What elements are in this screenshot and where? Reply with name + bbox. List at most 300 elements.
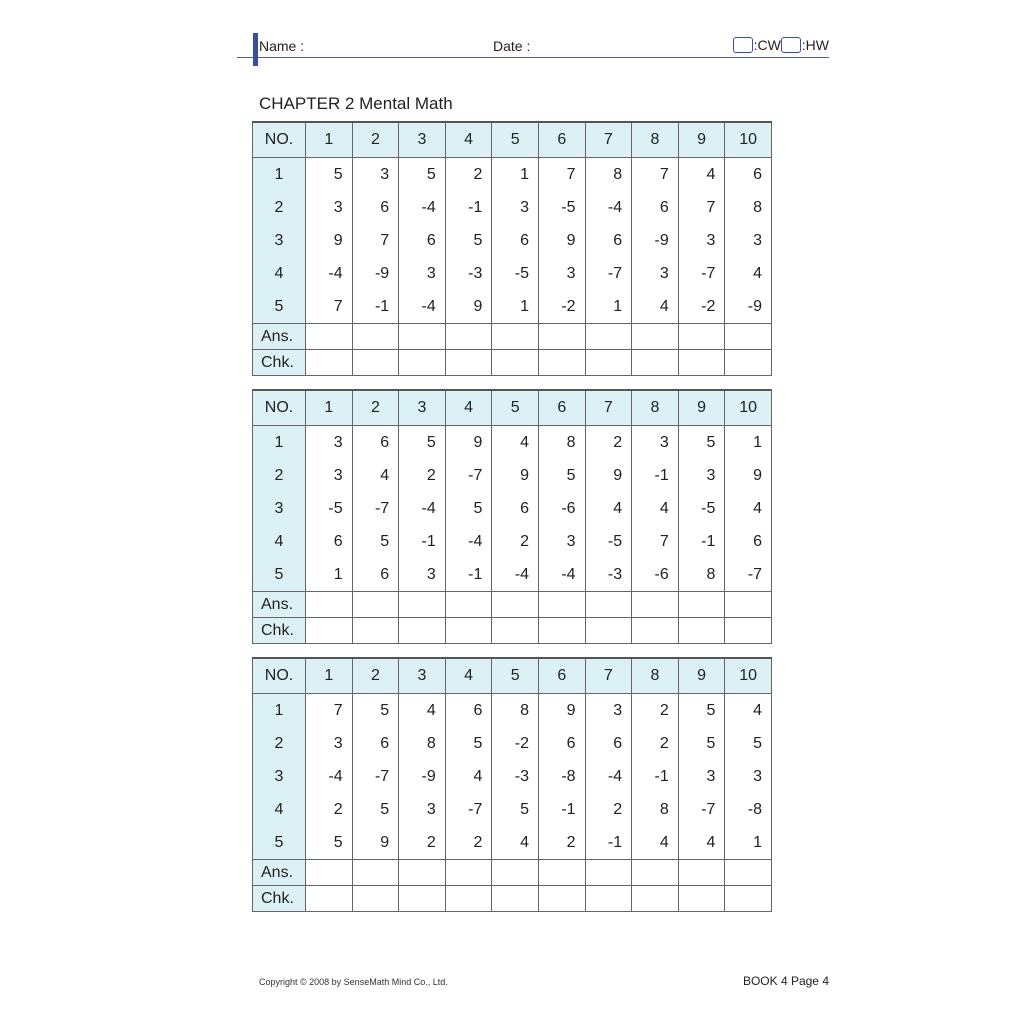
number-cell: 3 (306, 727, 353, 760)
row-label: 4 (253, 793, 306, 826)
check-cell[interactable] (352, 350, 399, 376)
number-cell: 8 (399, 727, 446, 760)
number-cell: -4 (399, 290, 446, 324)
answer-label: Ans. (253, 860, 306, 886)
number-cell: 4 (352, 459, 399, 492)
row-label: 2 (253, 191, 306, 224)
number-cell: 9 (352, 826, 399, 860)
number-cell: -4 (585, 191, 632, 224)
number-cell: 5 (725, 727, 772, 760)
number-cell: 1 (725, 826, 772, 860)
number-cell: -6 (632, 558, 679, 592)
number-cell: 3 (492, 191, 539, 224)
check-cell[interactable] (399, 350, 446, 376)
number-cell: 6 (538, 727, 585, 760)
answer-row (253, 592, 772, 618)
number-cell: 3 (399, 558, 446, 592)
number-cell: 9 (725, 459, 772, 492)
column-header: 10 (725, 390, 772, 426)
column-header: 3 (399, 658, 446, 694)
answer-row (253, 860, 772, 886)
table-row (253, 558, 772, 592)
number-cell: -7 (352, 492, 399, 525)
number-cell: 9 (492, 459, 539, 492)
number-cell: 6 (445, 694, 492, 728)
number-cell: 3 (306, 426, 353, 460)
check-cell[interactable] (306, 886, 353, 912)
column-header: 7 (585, 658, 632, 694)
number-cell: -2 (492, 727, 539, 760)
number-cell: -9 (632, 224, 679, 257)
corner-label: NO. (253, 390, 306, 426)
table-row (253, 459, 772, 492)
table-header-row (253, 390, 772, 426)
check-cell[interactable] (678, 350, 725, 376)
answer-cell[interactable] (725, 860, 772, 886)
check-cell[interactable] (632, 350, 679, 376)
number-cell: -4 (306, 257, 353, 290)
number-cell: 9 (538, 694, 585, 728)
chapter-title: CHAPTER 2 Mental Math (259, 94, 453, 113)
row-label: 5 (253, 558, 306, 592)
answer-cell[interactable] (352, 324, 399, 350)
check-cell[interactable] (492, 350, 539, 376)
number-cell: 4 (678, 158, 725, 192)
number-cell: 2 (632, 727, 679, 760)
table-row (253, 158, 772, 192)
number-cell: 5 (445, 727, 492, 760)
number-cell: 7 (306, 290, 353, 324)
drill-table-1 (252, 121, 772, 376)
number-cell: 2 (538, 826, 585, 860)
answer-cell[interactable] (492, 592, 539, 618)
column-header: 2 (352, 390, 399, 426)
number-cell: -7 (445, 459, 492, 492)
number-cell: -4 (538, 558, 585, 592)
column-header: 5 (492, 390, 539, 426)
cw-checkbox[interactable] (733, 37, 753, 53)
column-header: 3 (399, 390, 446, 426)
number-cell: 6 (492, 492, 539, 525)
answer-cell[interactable] (725, 324, 772, 350)
drill-table-2 (252, 389, 772, 644)
answer-cell[interactable] (352, 592, 399, 618)
corner-label: NO. (253, 658, 306, 694)
check-cell[interactable] (352, 618, 399, 644)
answer-cell[interactable] (306, 860, 353, 886)
number-cell: -1 (399, 525, 446, 558)
hw-label: :HW (801, 37, 829, 53)
row-label: 1 (253, 158, 306, 192)
number-cell: 2 (585, 793, 632, 826)
column-header: 10 (725, 122, 772, 158)
number-cell: -7 (678, 793, 725, 826)
check-cell[interactable] (445, 886, 492, 912)
number-cell: -1 (632, 760, 679, 793)
number-cell: 5 (678, 727, 725, 760)
number-cell: 7 (538, 158, 585, 192)
number-cell: -5 (306, 492, 353, 525)
check-cell[interactable] (678, 886, 725, 912)
number-cell: -5 (538, 191, 585, 224)
number-cell: 1 (492, 290, 539, 324)
check-cell[interactable] (492, 886, 539, 912)
check-cell[interactable] (678, 618, 725, 644)
answer-cell[interactable] (352, 860, 399, 886)
number-cell: 3 (725, 224, 772, 257)
number-cell: 3 (306, 191, 353, 224)
check-cell[interactable] (585, 618, 632, 644)
number-cell: 5 (306, 158, 353, 192)
number-cell: 6 (492, 224, 539, 257)
number-cell: -4 (585, 760, 632, 793)
number-cell: 9 (585, 459, 632, 492)
answer-cell[interactable] (399, 860, 446, 886)
row-label: 1 (253, 694, 306, 728)
answer-cell[interactable] (445, 324, 492, 350)
cw-label: :CW (753, 37, 781, 53)
number-cell: 5 (306, 826, 353, 860)
column-header: 9 (678, 658, 725, 694)
number-cell: 6 (585, 727, 632, 760)
number-cell: -1 (445, 191, 492, 224)
answer-label: Ans. (253, 592, 306, 618)
check-cell[interactable] (725, 618, 772, 644)
number-cell: 4 (725, 492, 772, 525)
number-cell: 1 (306, 558, 353, 592)
number-cell: 3 (632, 257, 679, 290)
number-cell: 5 (445, 224, 492, 257)
number-cell: 8 (492, 694, 539, 728)
row-label: 3 (253, 760, 306, 793)
number-cell: -4 (399, 492, 446, 525)
hw-checkbox[interactable] (781, 37, 801, 53)
row-label: 2 (253, 459, 306, 492)
name-label: Name : (259, 38, 305, 54)
number-cell: 3 (678, 459, 725, 492)
number-cell: 7 (678, 191, 725, 224)
table-row (253, 224, 772, 257)
answer-cell[interactable] (585, 592, 632, 618)
number-cell: 2 (445, 158, 492, 192)
table-row (253, 525, 772, 558)
number-cell: 4 (632, 826, 679, 860)
number-cell: 2 (585, 426, 632, 460)
number-cell: 9 (445, 290, 492, 324)
number-cell: 5 (399, 158, 446, 192)
row-label: 4 (253, 257, 306, 290)
number-cell: -5 (492, 257, 539, 290)
answer-cell[interactable] (585, 860, 632, 886)
number-cell: -1 (678, 525, 725, 558)
column-header: 4 (445, 390, 492, 426)
number-cell: -7 (678, 257, 725, 290)
number-cell: 7 (632, 525, 679, 558)
column-header: 10 (725, 658, 772, 694)
answer-cell[interactable] (399, 592, 446, 618)
number-cell: 4 (725, 257, 772, 290)
check-cell[interactable] (538, 350, 585, 376)
number-cell: 3 (399, 257, 446, 290)
number-cell: 5 (538, 459, 585, 492)
column-header: 8 (632, 122, 679, 158)
row-label: 3 (253, 492, 306, 525)
answer-cell[interactable] (632, 592, 679, 618)
check-cell[interactable] (725, 350, 772, 376)
number-cell: 2 (399, 459, 446, 492)
page-number: BOOK 4 Page 4 (742, 974, 829, 988)
number-cell: 9 (306, 224, 353, 257)
check-cell[interactable] (492, 618, 539, 644)
number-cell: 2 (306, 793, 353, 826)
number-cell: -3 (492, 760, 539, 793)
column-header: 8 (632, 390, 679, 426)
number-cell: -4 (399, 191, 446, 224)
check-cell[interactable] (306, 618, 353, 644)
number-cell: -7 (725, 558, 772, 592)
number-cell: 8 (632, 793, 679, 826)
number-cell: 8 (538, 426, 585, 460)
number-cell: 2 (399, 826, 446, 860)
number-cell: -7 (445, 793, 492, 826)
number-cell: 6 (352, 426, 399, 460)
table-row (253, 694, 772, 728)
number-cell: 5 (678, 426, 725, 460)
table-row (253, 727, 772, 760)
number-cell: 3 (352, 158, 399, 192)
table-row (253, 426, 772, 460)
row-label: 5 (253, 826, 306, 860)
number-cell: -5 (678, 492, 725, 525)
answer-cell[interactable] (538, 860, 585, 886)
answer-cell[interactable] (306, 324, 353, 350)
number-cell: -3 (445, 257, 492, 290)
number-cell: 4 (725, 694, 772, 728)
number-cell: 7 (352, 224, 399, 257)
number-cell: 4 (585, 492, 632, 525)
number-cell: 3 (678, 760, 725, 793)
check-cell[interactable] (445, 350, 492, 376)
answer-cell[interactable] (445, 592, 492, 618)
number-cell: -8 (725, 793, 772, 826)
number-cell: 6 (399, 224, 446, 257)
table-row (253, 492, 772, 525)
number-cell: -9 (399, 760, 446, 793)
number-cell: 3 (585, 694, 632, 728)
number-cell: -7 (352, 760, 399, 793)
number-cell: -4 (306, 760, 353, 793)
table-header-row (253, 658, 772, 694)
number-cell: -6 (538, 492, 585, 525)
check-cell[interactable] (725, 886, 772, 912)
answer-cell[interactable] (492, 860, 539, 886)
column-header: 5 (492, 658, 539, 694)
check-cell[interactable] (585, 886, 632, 912)
number-cell: 6 (352, 727, 399, 760)
number-cell: -1 (585, 826, 632, 860)
cw-hw-options (733, 37, 829, 53)
check-cell[interactable] (399, 618, 446, 644)
number-cell: 6 (352, 191, 399, 224)
answer-row (253, 324, 772, 350)
answer-cell[interactable] (725, 592, 772, 618)
table-row (253, 290, 772, 324)
answer-cell[interactable] (399, 324, 446, 350)
number-cell: 1 (492, 158, 539, 192)
answer-cell[interactable] (585, 324, 632, 350)
check-cell[interactable] (538, 618, 585, 644)
number-cell: -8 (538, 760, 585, 793)
number-cell: 4 (632, 290, 679, 324)
check-label: Chk. (253, 618, 306, 644)
table-row (253, 760, 772, 793)
number-cell: -2 (678, 290, 725, 324)
number-cell: 5 (352, 793, 399, 826)
number-cell: -5 (585, 525, 632, 558)
number-cell: -4 (445, 525, 492, 558)
number-cell: -9 (725, 290, 772, 324)
column-header: 4 (445, 658, 492, 694)
number-cell: 6 (306, 525, 353, 558)
number-cell: 5 (399, 426, 446, 460)
check-cell[interactable] (352, 886, 399, 912)
number-cell: -1 (445, 558, 492, 592)
check-cell[interactable] (306, 350, 353, 376)
number-cell: 4 (492, 426, 539, 460)
answer-cell[interactable] (678, 324, 725, 350)
number-cell: 3 (632, 426, 679, 460)
date-label: Date : (493, 38, 531, 54)
number-cell: 7 (632, 158, 679, 192)
answer-cell[interactable] (632, 324, 679, 350)
number-cell: 5 (445, 492, 492, 525)
answer-cell[interactable] (538, 592, 585, 618)
column-header: 8 (632, 658, 679, 694)
check-label: Chk. (253, 350, 306, 376)
number-cell: 9 (538, 224, 585, 257)
number-cell: 4 (678, 826, 725, 860)
number-cell: 3 (538, 525, 585, 558)
number-cell: 2 (492, 525, 539, 558)
number-cell: -1 (632, 459, 679, 492)
column-header: 9 (678, 390, 725, 426)
column-header: 6 (538, 122, 585, 158)
number-cell: 8 (725, 191, 772, 224)
row-label: 2 (253, 727, 306, 760)
number-cell: 5 (352, 525, 399, 558)
drill-table-3 (252, 657, 772, 912)
number-cell: 8 (585, 158, 632, 192)
answer-cell[interactable] (632, 860, 679, 886)
number-cell: 5 (492, 793, 539, 826)
number-cell: 2 (445, 826, 492, 860)
number-cell: 4 (492, 826, 539, 860)
number-cell: 7 (306, 694, 353, 728)
column-header: 7 (585, 390, 632, 426)
check-cell[interactable] (585, 350, 632, 376)
column-header: 2 (352, 122, 399, 158)
number-cell: 6 (585, 224, 632, 257)
column-header: 3 (399, 122, 446, 158)
table-row (253, 826, 772, 860)
check-cell[interactable] (632, 886, 679, 912)
number-cell: 3 (306, 459, 353, 492)
check-cell[interactable] (445, 618, 492, 644)
number-cell: 6 (725, 525, 772, 558)
column-header: 1 (306, 390, 353, 426)
number-cell: 4 (445, 760, 492, 793)
check-row (253, 618, 772, 644)
row-label: 5 (253, 290, 306, 324)
number-cell: 1 (585, 290, 632, 324)
number-cell: 5 (678, 694, 725, 728)
row-label: 4 (253, 525, 306, 558)
answer-cell[interactable] (538, 324, 585, 350)
number-cell: 4 (399, 694, 446, 728)
number-cell: -9 (352, 257, 399, 290)
number-cell: -3 (585, 558, 632, 592)
table-header-row (253, 122, 772, 158)
number-cell: 3 (678, 224, 725, 257)
column-header: 2 (352, 658, 399, 694)
number-cell: -1 (538, 793, 585, 826)
number-cell: 5 (352, 694, 399, 728)
page-header (237, 33, 829, 58)
table-row (253, 793, 772, 826)
check-label: Chk. (253, 886, 306, 912)
check-row (253, 350, 772, 376)
answer-cell[interactable] (306, 592, 353, 618)
number-cell: 9 (445, 426, 492, 460)
column-header: 4 (445, 122, 492, 158)
column-header: 9 (678, 122, 725, 158)
number-cell: 1 (725, 426, 772, 460)
answer-label: Ans. (253, 324, 306, 350)
check-cell[interactable] (538, 886, 585, 912)
copyright-notice: Copyright © 2008 by SenseMath Mind Co., Ltd. (259, 977, 448, 987)
column-header: 1 (306, 122, 353, 158)
number-cell: -2 (538, 290, 585, 324)
corner-label: NO. (253, 122, 306, 158)
answer-cell[interactable] (678, 860, 725, 886)
number-cell: 3 (538, 257, 585, 290)
number-cell: 6 (725, 158, 772, 192)
check-row (253, 886, 772, 912)
number-cell: 6 (632, 191, 679, 224)
answer-cell[interactable] (445, 860, 492, 886)
column-header: 6 (538, 390, 585, 426)
check-cell[interactable] (399, 886, 446, 912)
row-label: 3 (253, 224, 306, 257)
column-header: 7 (585, 122, 632, 158)
check-cell[interactable] (632, 618, 679, 644)
answer-cell[interactable] (492, 324, 539, 350)
number-cell: 2 (632, 694, 679, 728)
answer-cell[interactable] (678, 592, 725, 618)
row-label: 1 (253, 426, 306, 460)
number-cell: 6 (352, 558, 399, 592)
number-cell: -1 (352, 290, 399, 324)
table-row (253, 191, 772, 224)
column-header: 1 (306, 658, 353, 694)
column-header: 5 (492, 122, 539, 158)
header-accent-bar (253, 33, 258, 66)
number-cell: 4 (632, 492, 679, 525)
number-cell: -4 (492, 558, 539, 592)
table-row (253, 257, 772, 290)
number-cell: 3 (725, 760, 772, 793)
column-header: 6 (538, 658, 585, 694)
